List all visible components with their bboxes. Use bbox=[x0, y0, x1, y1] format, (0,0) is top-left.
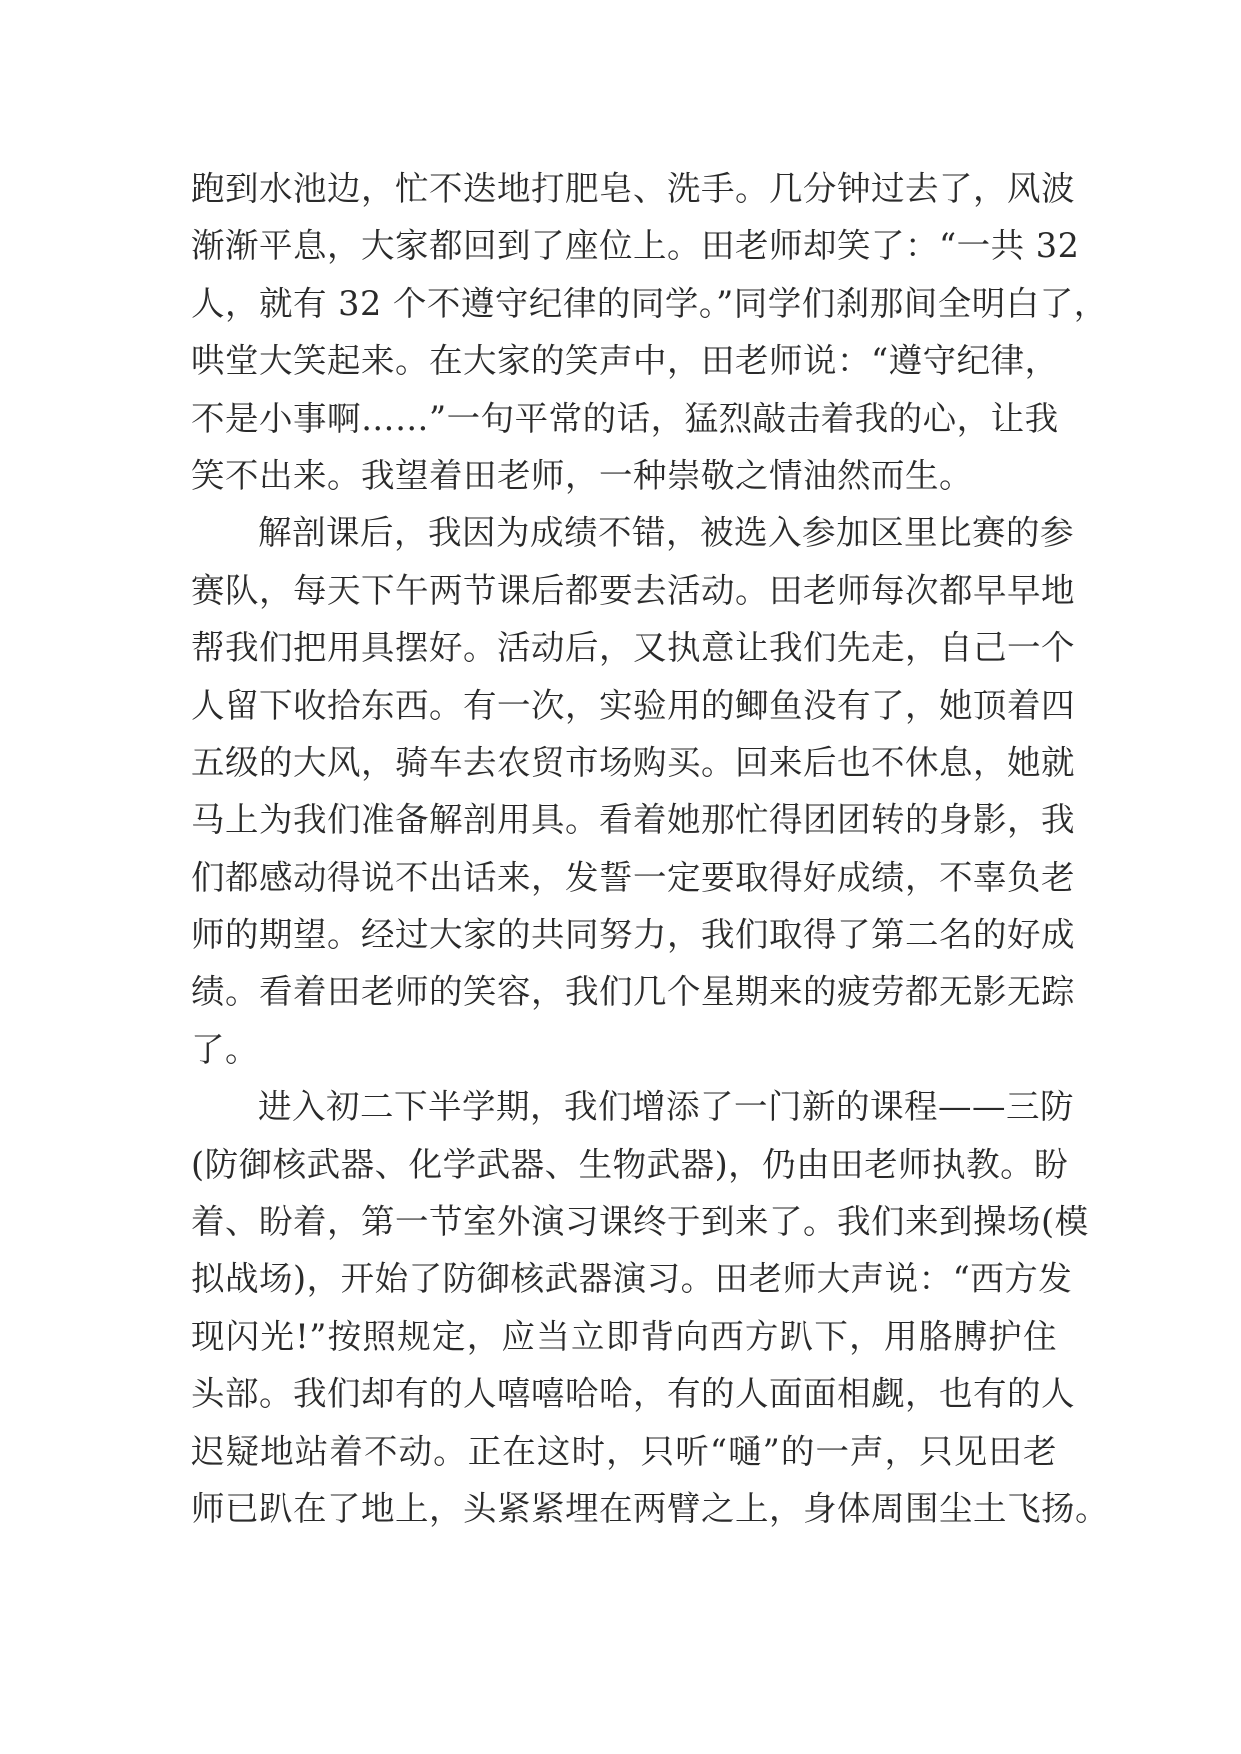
paragraph-2-line-3: 帮我们把用具摆好。活动后，又执意让我们先走，自己一个 bbox=[191, 628, 1075, 668]
paragraph-2-line-7: 们都感动得说不出话来，发誓一定要取得好成绩，不辜负老 bbox=[191, 857, 1075, 897]
paragraph-1-line-4: 哄堂大笑起来。在大家的笑声中，田老师说：“遵守纪律， bbox=[191, 341, 1059, 381]
paragraph-3-line-1: 进入初二下半学期，我们增添了一门新的课程——三防 bbox=[258, 1087, 1074, 1127]
paragraph-2-line-1: 解剖课后，我因为成绩不错，被选入参加区里比赛的参 bbox=[258, 513, 1074, 553]
paragraph-3-line-5: 现闪光!”按照规定，应当立即背向西方趴下，用胳膊护住 bbox=[191, 1316, 1057, 1356]
paragraph-1-line-3: 人，就有 32 个不遵守纪律的同学。”同学们刹那间全明白了， bbox=[191, 283, 1108, 323]
paragraph-3-line-7: 迟疑地站着不动。正在这时，只听“嗵”的一声，只见田老 bbox=[191, 1431, 1057, 1471]
body-text bbox=[191, 160, 1109, 1537]
paragraph-2-line-5: 五级的大风，骑车去农贸市场购买。回来后也不休息，她就 bbox=[191, 742, 1075, 782]
paragraph-2-line-8: 师的期望。经过大家的共同努力，我们取得了第二名的好成 bbox=[191, 915, 1075, 955]
paragraph-3-line-4: 拟战场)，开始了防御核武器演习。田老师大声说：“西方发 bbox=[191, 1259, 1073, 1299]
paragraph-2-line-6: 马上为我们准备解剖用具。看着她那忙得团团转的身影，我 bbox=[191, 800, 1075, 840]
paragraph-1-line-1: 跑到水池边，忙不迭地打肥皂、洗手。几分钟过去了，风波 bbox=[191, 169, 1075, 208]
paragraph-1-line-6: 笑不出来。我望着田老师，一种崇敬之情油然而生。 bbox=[191, 455, 973, 495]
paragraph-3-line-3: 着、盼着，第一节室外演习课终于到来了。我们来到操场(模 bbox=[191, 1202, 1089, 1242]
paragraph-2-line-2: 赛队，每天下午两节课后都要去活动。田老师每次都早早地 bbox=[191, 570, 1075, 610]
paragraph-3-line-8: 师已趴在了地上，头紧紧埋在两臂之上，身体周围尘土飞扬。 bbox=[191, 1488, 1109, 1528]
paragraph-2-line-10: 了。 bbox=[191, 1029, 259, 1069]
paragraph-2-line-9: 绩。看着田老师的笑容，我们几个星期来的疲劳都无影无踪 bbox=[191, 972, 1075, 1012]
paragraph-1-line-5: 不是小事啊……”一句平常的话，猛烈敲击着我的心，让我 bbox=[191, 398, 1059, 438]
paragraph-3-line-2: (防御核武器、化学武器、生物武器)，仍由田老师执教。盼 bbox=[191, 1144, 1069, 1184]
paragraph-1-line-2: 渐渐平息，大家都回到了座位上。田老师却笑了：“一共 32 bbox=[191, 226, 1080, 266]
paragraph-2-line-4: 人留下收拾东西。有一次，实验用的鲫鱼没有了，她顶着四 bbox=[191, 685, 1075, 725]
paragraph-3-line-6: 头部。我们却有的人嘻嘻哈哈，有的人面面相觑，也有的人 bbox=[191, 1374, 1075, 1414]
